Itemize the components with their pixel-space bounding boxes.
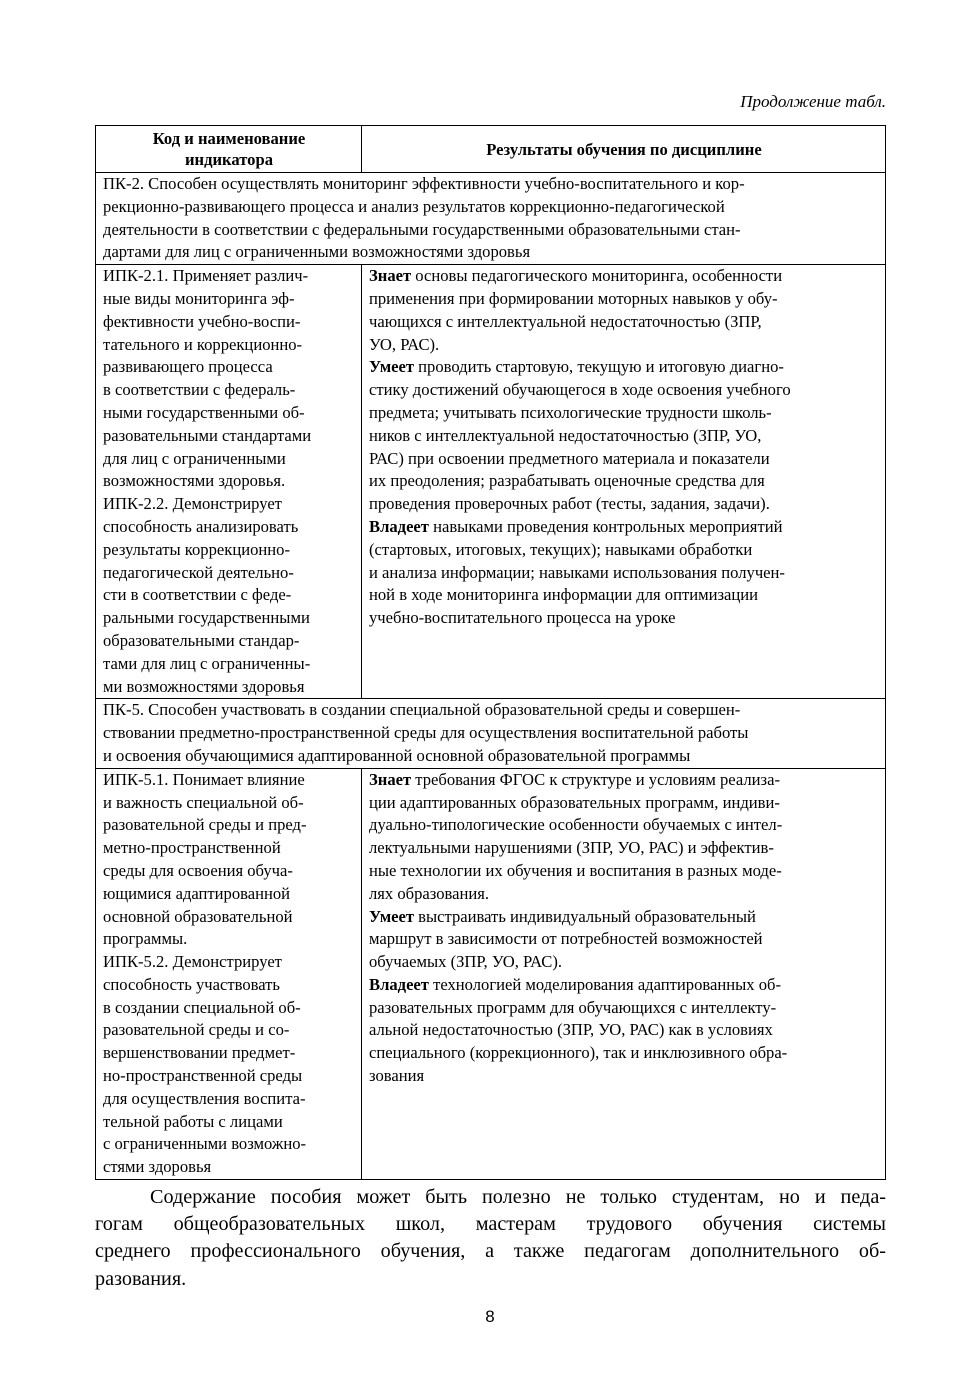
owns-line (369, 539, 879, 562)
paragraph-line: Содержание пособия может быть полезно не только студентам, но и педа- (150, 1186, 886, 1208)
indicator-line: педагогической деятельно- (103, 562, 294, 582)
paragraph-line: среднего профессионального обучения, а также педагогам дополнительного об- (95, 1240, 886, 1263)
competency-line: ПК-2. Способен осуществлять мониторинг эффективности учебно-воспитательного и кор- (103, 174, 745, 193)
header-indicator-line: Код и наименование (152, 129, 306, 148)
indicator-line: способность участвовать (103, 974, 280, 994)
knows-line-text: дуально-типологические особенности обучаемых с интел- (369, 815, 783, 835)
indicator-line: для осуществления воспита- (103, 1088, 306, 1108)
owns-line-text: технологией моделирования адаптированных об- (428, 974, 781, 994)
indicator-line: образовательными стандар- (103, 630, 300, 650)
results-cell (362, 265, 886, 699)
indicator-line: среды для освоения обуча- (103, 860, 293, 880)
owns-line-text: ной в ходе мониторинга информации для оптимизации (369, 585, 759, 605)
indicator-line: результаты коррекционно- (103, 539, 290, 559)
indicator-line: и важность специальной об- (103, 792, 304, 812)
can-line (369, 379, 879, 402)
knows-line-text: основы педагогического мониторинга, особенности (411, 266, 783, 286)
page-number: 8 (485, 1307, 495, 1326)
can-line-text: стику достижений обучающегося в ходе освоения учебного (369, 380, 791, 400)
can-line-text: их преодоления; разрабатывать оценочные средства для (369, 471, 765, 491)
knows-line (369, 334, 879, 357)
owns-line (369, 974, 879, 997)
can-line (369, 402, 879, 425)
indicator-line: разовательной среды и со- (103, 1020, 290, 1040)
indicator-line: программы. (103, 929, 188, 949)
owns-line-text: и анализа информации; навыками использования получен- (369, 562, 785, 582)
indicator-cell (96, 768, 362, 1179)
can-label: Умеет (369, 906, 415, 926)
knows-line (369, 311, 879, 334)
knows-line (369, 814, 879, 837)
indicator-line: но-пространственной среды (103, 1066, 303, 1086)
owns-line (369, 1065, 879, 1088)
indicator-line: ИПК-5.1. Понимает влияние (103, 769, 305, 789)
table-continuation-label: Продолжение табл. (740, 92, 886, 111)
owns-label: Владеет (369, 974, 429, 994)
can-line-text: выстраивать индивидуальный образовательный (414, 906, 756, 926)
knows-line-text: УО, РАС). (369, 334, 440, 354)
can-line-text: проводить стартовую, текущую и итоговую диагно- (414, 357, 784, 377)
indicator-row (96, 768, 886, 1179)
owns-line-text: специального (коррекционного), так и инклюзивного обра- (369, 1043, 788, 1063)
knows-line-text: лектуальными нарушениями (ЗПР, УО, РАС) и эффектив- (369, 838, 774, 858)
indicator-line: с ограниченными возможно- (103, 1134, 307, 1154)
competency-line: деятельности в соответствии с федеральными государственными образовательными стан- (103, 219, 741, 239)
can-line (369, 951, 879, 974)
knows-line (369, 769, 879, 792)
knows-line-text: лях образования. (369, 883, 490, 903)
knows-line (369, 837, 879, 860)
knows-line (369, 883, 879, 906)
knows-line (369, 860, 879, 883)
knows-line-text: требования ФГОС к структуре и условиям реализа- (411, 769, 780, 789)
indicator-line: основной образовательной (103, 906, 293, 926)
competency-row (96, 173, 886, 265)
indicator-line: в соответствии с федераль- (103, 380, 296, 400)
indicator-cell (96, 265, 362, 699)
owns-line-text: навыками проведения контрольных мероприятий (428, 516, 783, 536)
indicator-line: стями здоровья (103, 1157, 212, 1177)
indicator-line: сти в соответствии с феде- (103, 585, 292, 605)
can-line (369, 425, 879, 448)
knows-line-text: чающихся с интеллектуальной недостаточностью (ЗПР, (369, 311, 762, 331)
indicator-line: способность анализировать (103, 516, 299, 536)
indicator-line: вершенствовании предмет- (103, 1043, 296, 1063)
indicator-line: тами для лиц с ограниченны- (103, 653, 311, 673)
indicator-line: фективности учебно-воспи- (103, 311, 301, 331)
knows-line-text: ции адаптированных образовательных программ, индиви- (369, 792, 780, 812)
owns-line-text: альной недостаточностью (ЗПР, УО, РАС) как в условиях (369, 1020, 773, 1040)
competency-line: ствовании предметно-пространственной среды для осуществления воспитательной работы (103, 723, 749, 743)
indicator-line: ИПК-5.2. Демонстрирует (103, 952, 282, 972)
paragraph-line: разования. (95, 1267, 187, 1290)
indicator-line: метно-пространственной (103, 838, 281, 858)
competency-line: рекционно-развивающего процесса и анализ результатов коррекционно-педагогической (103, 196, 725, 216)
knows-label: Знает (369, 266, 412, 286)
can-line (369, 448, 879, 471)
owns-line (369, 997, 879, 1020)
indicator-line: разовательными стандартами (103, 425, 312, 445)
indicator-line: ми возможностями здоровья (103, 676, 305, 696)
owns-line-text: зования (369, 1066, 425, 1086)
table-header-row (96, 126, 886, 173)
indicator-line: тельной работы с лицами (103, 1111, 283, 1131)
results-cell (362, 768, 886, 1179)
indicator-line: возможностями здоровья. (103, 471, 286, 491)
can-line (369, 356, 879, 379)
can-line-text: предмета; учитывать психологические трудности школь- (369, 402, 772, 422)
competency-cell (96, 699, 886, 768)
owns-line (369, 1042, 879, 1065)
indicator-line: ющимися адаптированной (103, 883, 291, 903)
owns-line (369, 1019, 879, 1042)
indicator-row (96, 265, 886, 699)
owns-line-text: (стартовых, итоговых, текущих); навыками обработки (369, 539, 753, 559)
indicator-line: ральными государственными (103, 608, 310, 628)
can-line-text: проведения проверочных работ (тесты, задания, задачи). (369, 494, 770, 514)
indicator-line: для лиц с ограниченными (103, 448, 286, 468)
can-line (369, 470, 879, 493)
owns-line-text: разовательных программ для обучающихся с интеллекту- (369, 997, 777, 1017)
header-results: Результаты обучения по дисциплине (362, 126, 886, 173)
indicator-line: ИПК-2.2. Демонстрирует (103, 494, 282, 514)
indicator-line: ИПК-2.1. Применяет различ- (103, 266, 309, 286)
can-line (369, 493, 879, 516)
can-line (369, 928, 879, 951)
competency-line: ПК-5. Способен участвовать в создании специальной образовательной среды и совершен- (103, 700, 741, 720)
competency-table (95, 125, 886, 1180)
competency-cell (96, 173, 886, 265)
knows-label: Знает (369, 769, 412, 789)
knows-line (369, 288, 879, 311)
competency-row (96, 699, 886, 768)
knows-line-text: применения при формировании моторных навыков у обу- (369, 288, 778, 308)
knows-line (369, 265, 879, 288)
paragraph-line: гогам общеобразовательных школ, мастерам трудового обучения системы (95, 1213, 886, 1236)
owns-line (369, 562, 879, 585)
can-line-text: РАС) при освоении предметного материала и показатели (369, 448, 770, 468)
can-label: Умеет (369, 357, 415, 377)
body-paragraph (95, 1184, 886, 1293)
owns-line (369, 607, 879, 630)
can-line (369, 906, 879, 929)
indicator-line: в создании специальной об- (103, 997, 301, 1017)
indicator-line: развивающего процесса (103, 357, 273, 377)
owns-line-text: учебно-воспитательного процесса на уроке (369, 608, 676, 628)
header-indicator (96, 126, 362, 173)
indicator-line: ными государственными об- (103, 402, 305, 422)
knows-line-text: ные технологии их обучения и воспитания в разных моде- (369, 860, 782, 880)
can-line-text: маршрут в зависимости от потребностей возможностей (369, 929, 763, 949)
indicator-line: разовательной среды и пред- (103, 815, 307, 835)
owns-line (369, 516, 879, 539)
indicator-line: тательного и коррекционно- (103, 334, 303, 354)
knows-line (369, 792, 879, 815)
can-line-text: обучаемых (ЗПР, УО, РАС). (369, 952, 563, 972)
owns-label: Владеет (369, 516, 429, 536)
competency-line: дартами для лиц с ограниченными возможностями здоровья (103, 242, 531, 262)
competency-line: и освоения обучающимися адаптированной основной образовательной программы (103, 745, 691, 765)
indicator-line: ные виды мониторинга эф- (103, 288, 295, 308)
owns-line (369, 584, 879, 607)
can-line-text: ников с интеллектуальной недостаточностью (ЗПР, УО, (369, 425, 762, 445)
header-indicator-line: индикатора (184, 150, 273, 169)
